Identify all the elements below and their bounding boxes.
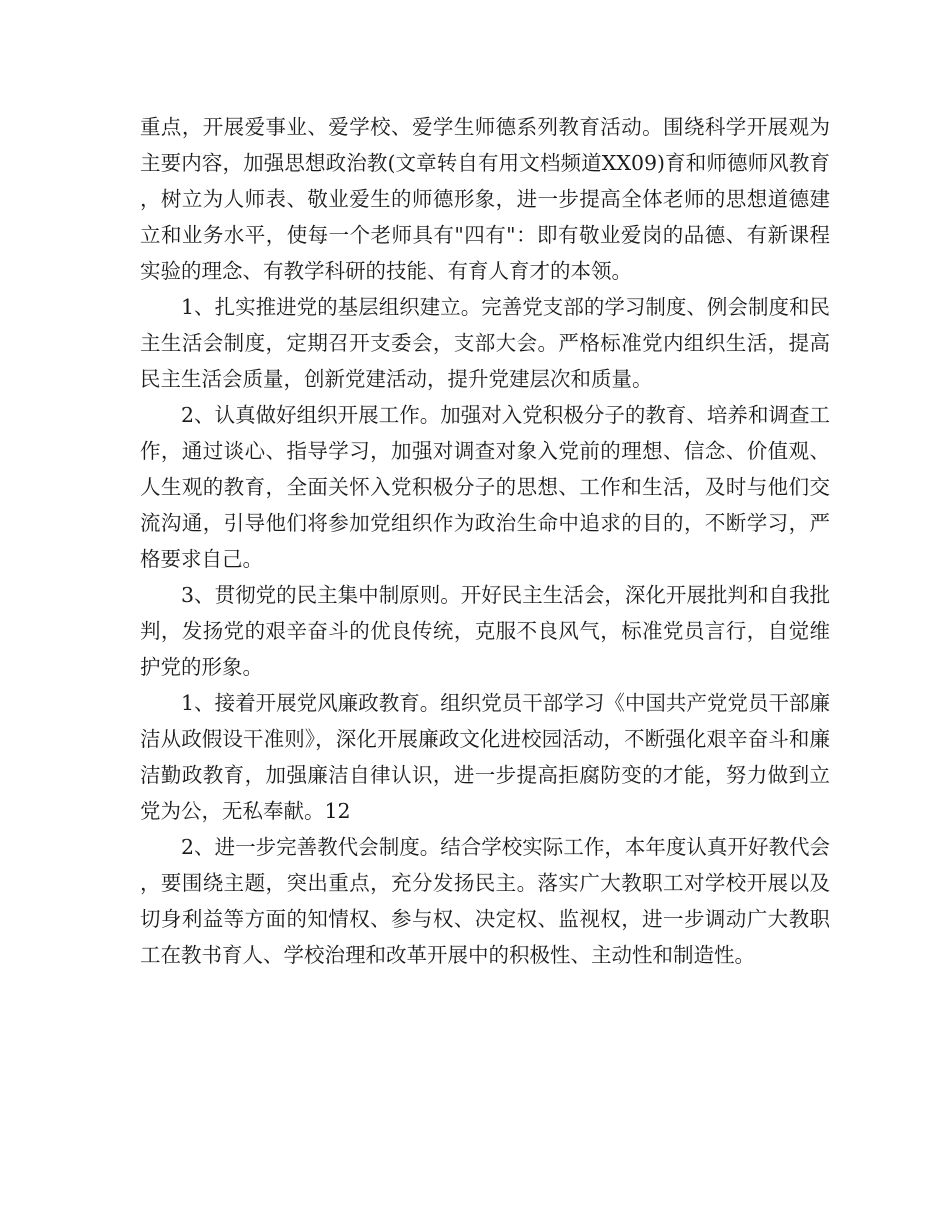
paragraph-democratic-centralism: 3、贯彻党的民主集中制原则。开好民主生活会，深化开展批判和自我批判，发扬党的艰辛奋斗的优良传统，克服不良风气，标准党员言行，自觉维护党的形象。 bbox=[140, 583, 830, 679]
paragraph-continuation: 重点，开展爱事业、爱学校、爱学生师德系列教育活动。围绕科学开展观为主要内容，加强思想政治教(文章转自有用文档频道XX09)育和师德师风教育，树立为人师表、敬业爱生的师德形象，进一步提高全体老师的思想道德建立和业务水平，使每一个老师具有"四有"：即有敬业爱岗的品德、有新课程实验的理念、有教学科研的技能、有育人育才的本领。 bbox=[140, 115, 830, 283]
paragraph-integrity-education: 1、接着开展党风廉政教育。组织党员干部学习《中国共产党党员干部廉洁从政假设干准则》，深化开展廉政文化进校园活动，不断强化艰辛奋斗和廉洁勤政教育，加强廉洁自律认识，进一步提高拒腐防变的才能，努力做到立党为公，无私奉献。12 bbox=[140, 691, 830, 823]
paragraph-party-organization: 1、扎实推进党的基层组织建立。完善党支部的学习制度、例会制度和民主生活会制度，定期召开支委会，支部大会。严格标准党内组织生活，提高民主生活会质量，创新党建活动，提升党建层次和质量。 bbox=[140, 295, 830, 391]
document-body bbox=[140, 109, 830, 973]
paragraph-staff-congress: 2、进一步完善教代会制度。结合学校实际工作，本年度认真开好教代会，要围绕主题，突出重点，充分发扬民主。落实广大教职工对学校开展以及切身利益等方面的知情权、参与权、决定权、监视权，进一步调动广大教职工在教书育人、学校治理和改革开展中的积极性、主动性和制造性。 bbox=[140, 835, 830, 967]
paragraph-organization-development: 2、认真做好组织开展工作。加强对入党积极分子的教育、培养和调查工作，通过谈心、指导学习，加强对调查对象入党前的理想、信念、价值观、人生观的教育，全面关怀入党积极分子的思想、工作和生活，及时与他们交流沟通，引导他们将参加党组织作为政治生命中追求的目的，不断学习，严格要求自己。 bbox=[140, 403, 830, 571]
